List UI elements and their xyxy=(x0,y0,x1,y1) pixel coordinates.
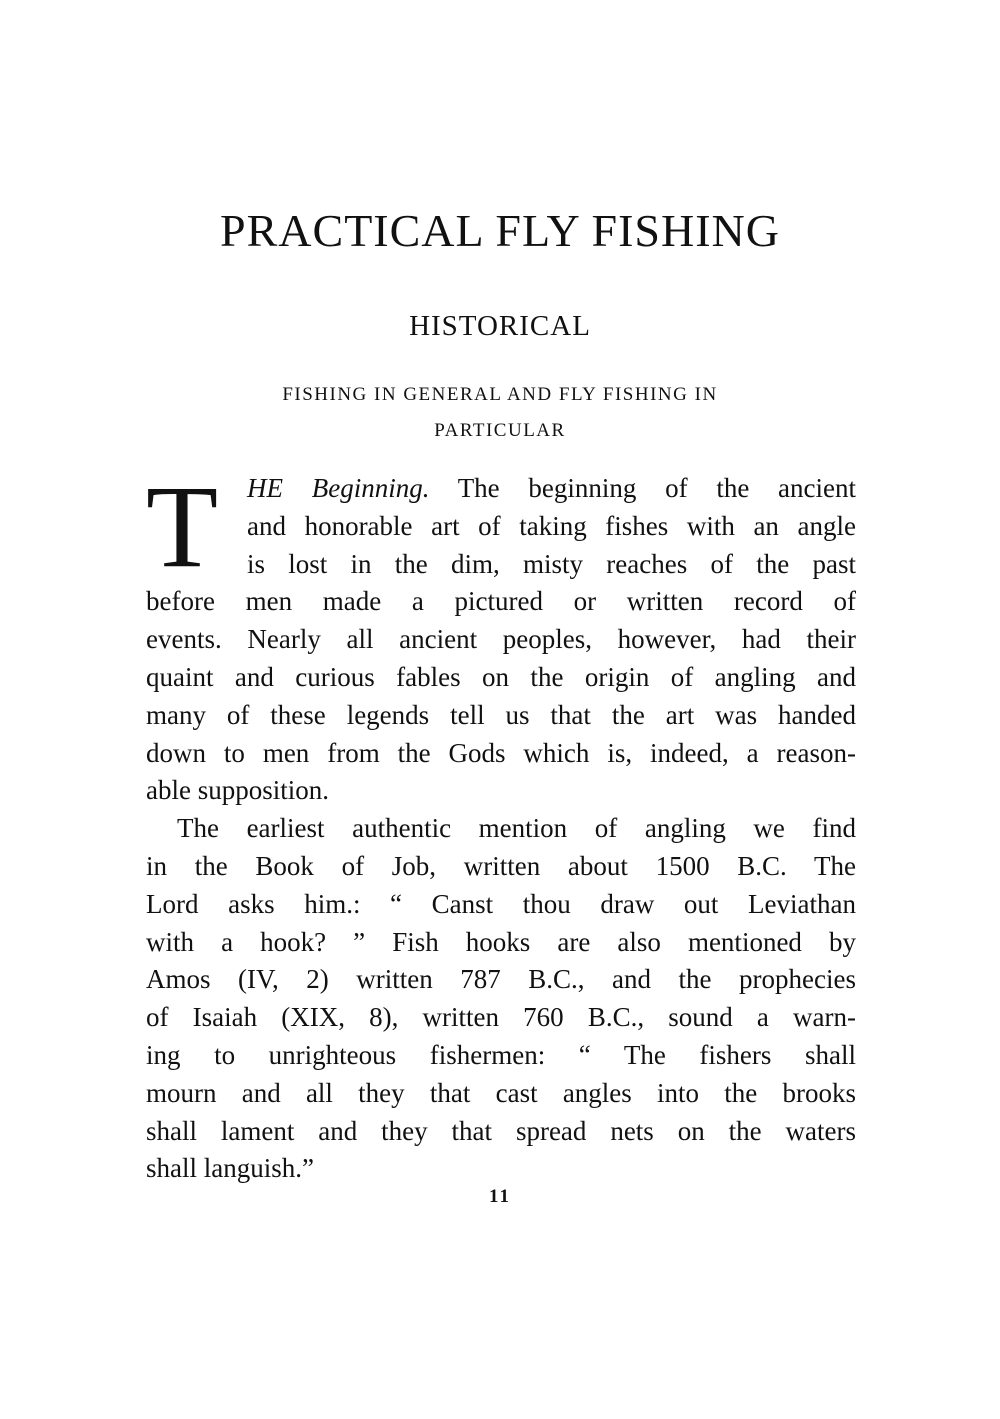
text-line: mourn and all they that cast angles into the brooks xyxy=(146,1077,856,1108)
text-line: ing to unrighteous fishermen: “ The fishers shall xyxy=(146,1039,856,1070)
subtitle-line: PARTICULAR xyxy=(434,420,566,441)
text-line: shall lament and they that spread nets on the waters xyxy=(146,1115,856,1146)
text-line: down to men from the Gods which is, indeed, a reason- xyxy=(146,737,856,768)
chapter-subtitle xyxy=(180,377,820,449)
drop-cap: T xyxy=(146,461,219,592)
text-line: in the Book of Job, written about 1500 B.C. The xyxy=(146,850,856,881)
book-title: PRACTICAL FLY FISHING xyxy=(220,205,780,256)
text-line: and honorable art of taking fishes with an angle xyxy=(247,510,856,541)
page-number: 11 xyxy=(489,1186,511,1207)
text-line: quaint and curious fables on the origin of angling and xyxy=(146,661,856,692)
paragraph-earliest-mention xyxy=(146,810,856,1188)
paragraph-beginning xyxy=(146,461,856,810)
text-line: before men made a pictured or written record of xyxy=(146,586,856,617)
text-line: shall languish.” xyxy=(146,1153,314,1184)
italic-lead: HE Beginning. xyxy=(247,473,430,503)
text-line: many of these legends tell us that the art was handed xyxy=(146,699,856,730)
text-line: events. Nearly all ancient peoples, however, had their xyxy=(146,624,856,655)
text-line: with a hook? ” Fish hooks are also mentioned by xyxy=(146,926,856,957)
subtitle-line: FISHING IN GENERAL AND FLY FISHING IN xyxy=(282,384,718,405)
text-line-rest: The beginning of the ancient xyxy=(429,473,856,503)
text-line xyxy=(146,470,856,508)
text-line: Lord asks him.: “ Canst thou draw out Leviathan xyxy=(146,888,856,919)
text-line: of Isaiah (XIX, 8), written 760 B.C., sound a warn- xyxy=(146,1002,856,1033)
text-line: The earliest authentic mention of angling we find xyxy=(177,813,856,844)
body-text xyxy=(146,461,856,1188)
text-line: is lost in the dim, misty reaches of the past xyxy=(247,548,856,579)
section-title: HISTORICAL xyxy=(409,310,591,342)
text-line: Amos (IV, 2) written 787 B.C., and the prophecies xyxy=(146,964,856,995)
text-line: able supposition. xyxy=(146,775,329,806)
